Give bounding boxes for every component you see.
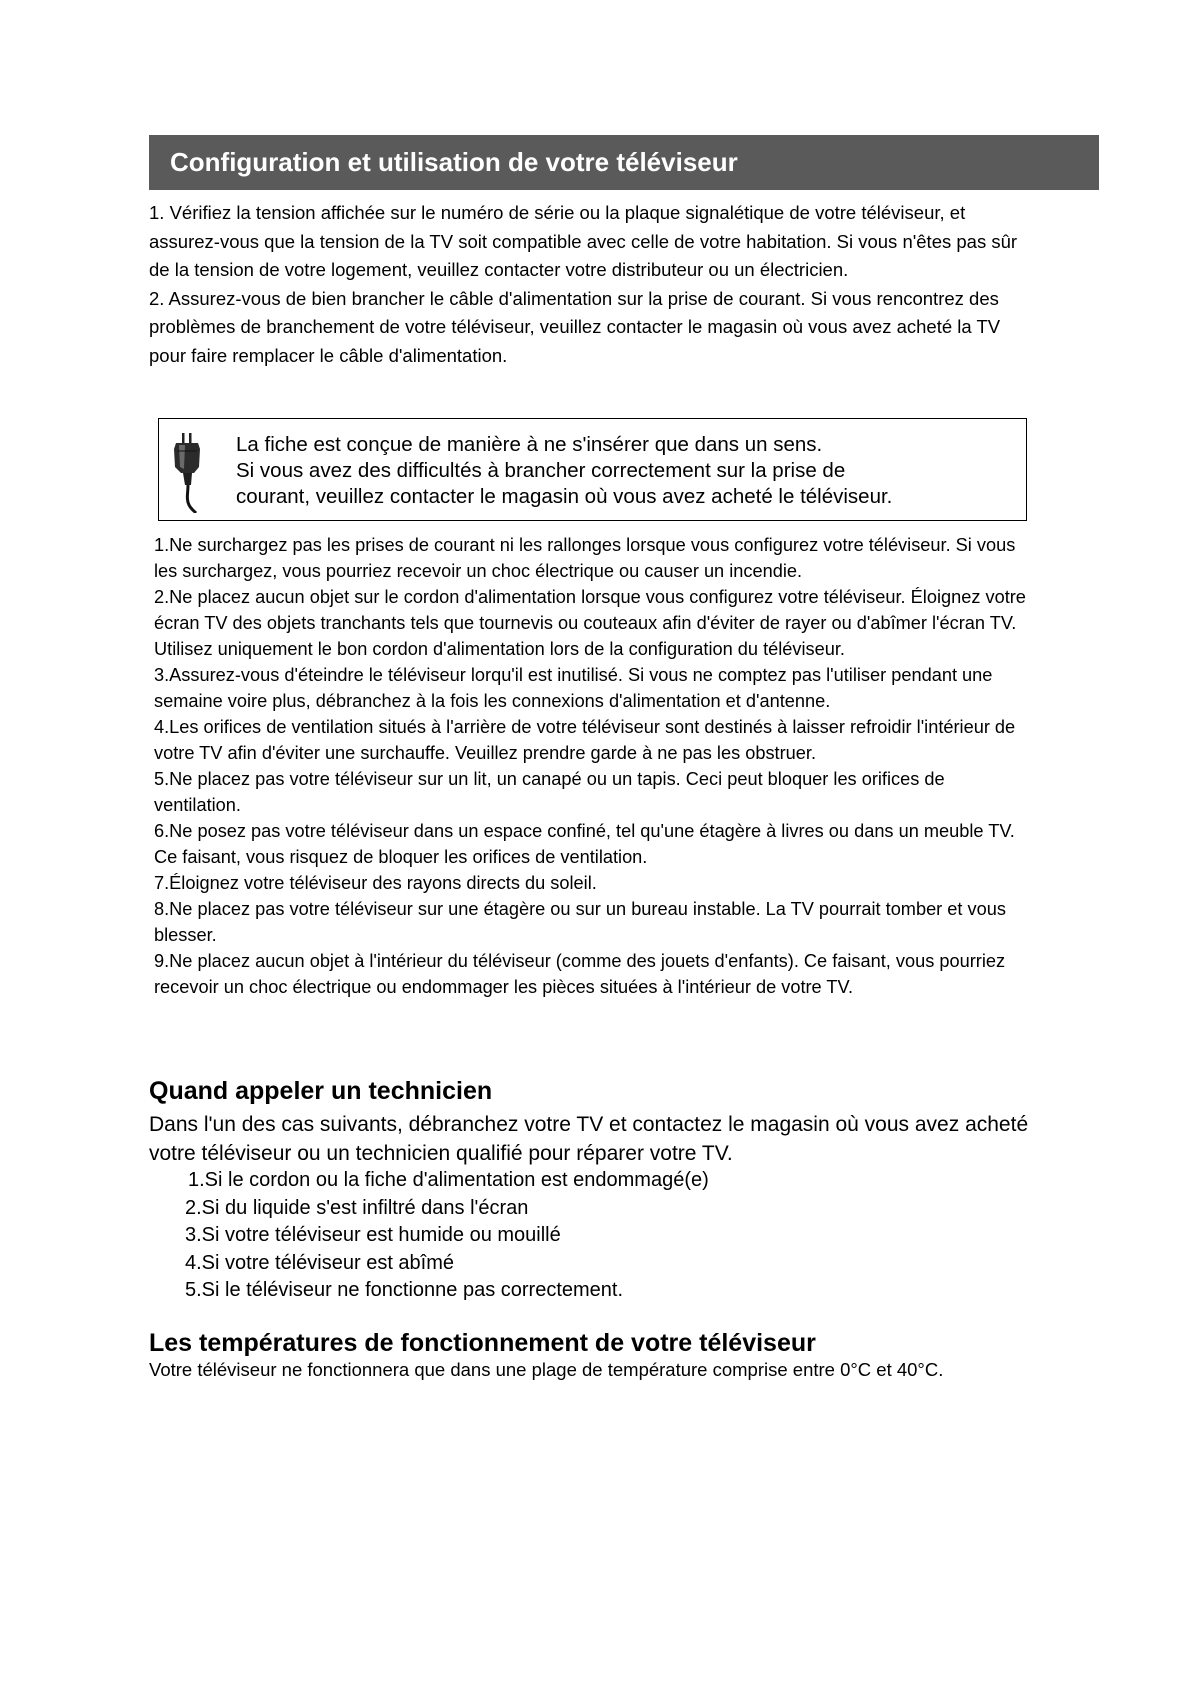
power-plug-icon — [172, 433, 202, 513]
warning-item: 6.Ne posez pas votre téléviseur dans un espace confiné, tel qu'une étagère à livres ou dans un meuble TV. Ce faisant, vous risquez de bloquer les orifices de ventilation. — [154, 821, 1015, 867]
section-header-bar — [149, 135, 1099, 190]
page-title: Configuration et utilisation de votre téléviseur — [170, 147, 738, 177]
warning-item: 8.Ne placez pas votre téléviseur sur une étagère ou sur un bureau instable. La TV pourrait tomber et vous blesser. — [154, 899, 1006, 945]
list-item: 2.Si du liquide s'est infiltré dans l'écran — [185, 1196, 529, 1219]
warning-item: 9.Ne placez aucun objet à l'intérieur du téléviseur (comme des jouets d'enfants). Ce faisant, vous pourriez recevoir un choc électrique ou endommager les pièces situées à l'intérieur de votre TV. — [154, 951, 1006, 997]
safety-warnings-list — [154, 532, 1034, 1000]
intro-paragraph: 2. Assurez-vous de bien brancher le câble d'alimentation sur la prise de courant. Si vous rencontrez des problèmes de branchement de votre téléviseur, veuillez contacter le magasin où vous avez acheté la TV pour faire remplacer le câble d'alimentation. — [149, 287, 1001, 366]
technician-cases-list — [185, 1167, 709, 1305]
warning-item: 2.Ne placez aucun objet sur le cordon d'alimentation lorsque vous configurez votre téléviseur. Éloignez votre écran TV des objets tranchants tels que tournevis ou couteaux afin d'éviter de rayer ou d'abîmer l'écran TV. Utilisez uniquement le bon cordon d'alimentation lors de la configuration du téléviseur. — [154, 587, 1026, 659]
technician-intro-text: Dans l'un des cas suivants, débranchez votre TV et contactez le magasin où vous avez acheté votre téléviseur ou un technicien qualifié pour réparer votre TV. — [149, 1113, 1029, 1165]
list-item: 5.Si le téléviseur ne fonctionne pas correctement. — [185, 1279, 624, 1301]
warning-item: 3.Assurez-vous d'éteindre le téléviseur lorqu'il est inutilisé. Si vous ne comptez pas l'utiliser pendant une semaine voire plus, débranchez à la fois les connexions d'alimentation et d'antenne. — [154, 665, 993, 711]
list-item: 1.Si le cordon ou la fiche d'alimentation est endommagé(e) — [188, 1169, 709, 1191]
intro-text — [149, 199, 1029, 370]
intro-paragraph: 1. Vérifiez la tension affichée sur le numéro de série ou la plaque signalétique de votre téléviseur, et assurez-vous que la tension de la TV soit compatible avec celle de votre habitation. Si vous n'êtes pas sûr de la tension de votre logement, veuillez contacter votre distributeur ou un électricien. — [149, 202, 1018, 280]
notice-text — [236, 432, 1016, 510]
list-item: 3.Si votre téléviseur est humide ou mouillé — [185, 1224, 561, 1246]
notice-line: La fiche est conçue de manière à ne s'insérer que dans un sens. — [236, 433, 823, 456]
temperature-text: Votre téléviseur ne fonctionnera que dans une plage de température comprise entre 0°C et 40°C. — [149, 1359, 944, 1380]
temperature-heading: Les températures de fonctionnement de votre téléviseur — [149, 1329, 816, 1357]
warning-item: 7.Éloignez votre téléviseur des rayons directs du soleil. — [154, 873, 597, 893]
warning-item: 1.Ne surchargez pas les prises de courant ni les rallonges lorsque vous configurez votre téléviseur. Si vous les surchargez, vous pourriez recevoir un choc électrique ou causer un incendie. — [154, 535, 1016, 581]
warning-item: 5.Ne placez pas votre téléviseur sur un lit, un canapé ou un tapis. Ceci peut bloquer les orifices de ventilation. — [154, 769, 945, 815]
technician-heading: Quand appeler un technicien — [149, 1077, 493, 1105]
notice-line: courant, veuillez contacter le magasin où vous avez acheté le téléviseur. — [236, 485, 893, 508]
plug-notice-box — [158, 418, 1027, 521]
technician-intro — [149, 1110, 1029, 1168]
warning-item: 4.Les orifices de ventilation situés à l'arrière de votre téléviseur sont destinés à laisser refroidir l'intérieur de votre TV afin d'éviter une surchauffe. Veuillez prendre garde à ne pas les obstruer. — [154, 717, 1016, 763]
list-item: 4.Si votre téléviseur est abîmé — [185, 1251, 455, 1274]
notice-line: Si vous avez des difficultés à brancher correctement sur la prise de — [236, 459, 846, 482]
